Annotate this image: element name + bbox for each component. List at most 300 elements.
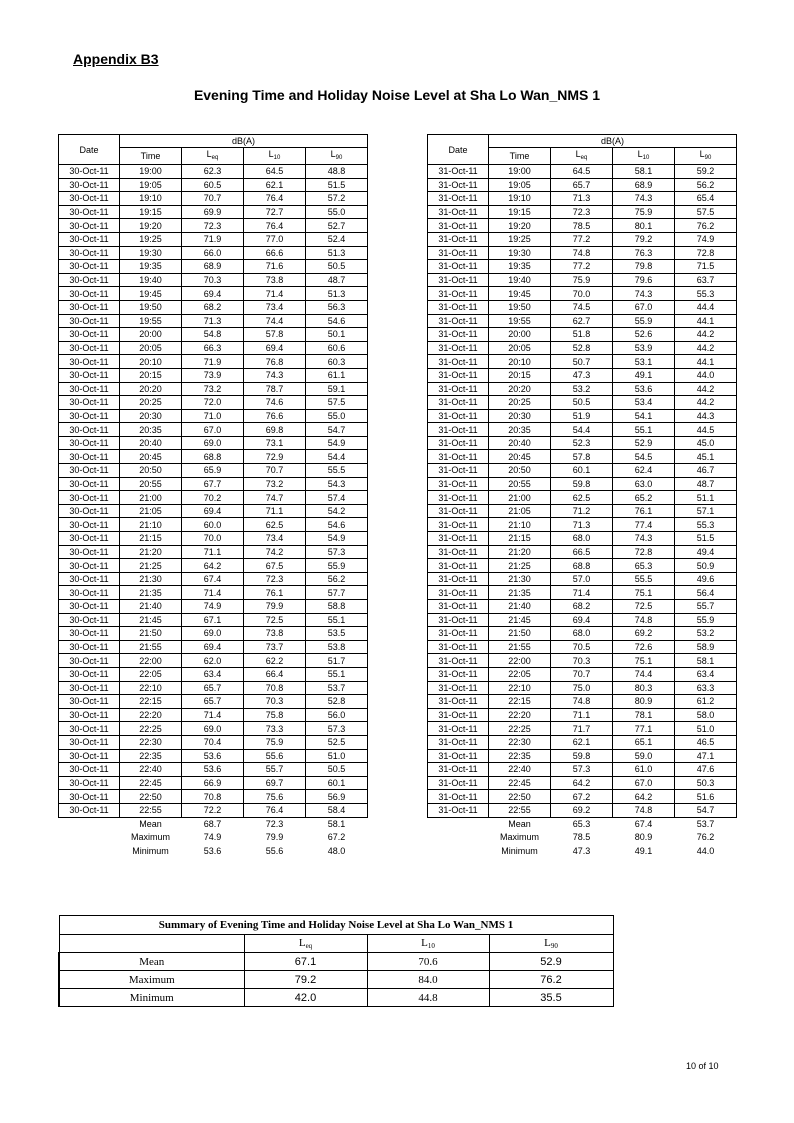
- table-row: [428, 586, 737, 600]
- l10-cell: 62.5: [244, 518, 306, 532]
- l10-cell: 65.2: [613, 491, 675, 505]
- date-cell: 30-Oct-11: [59, 341, 120, 355]
- stats-spacer: [428, 845, 489, 859]
- time-cell: 22:30: [489, 735, 551, 749]
- time-cell: 20:55: [489, 477, 551, 491]
- time-cell: 21:40: [120, 600, 182, 614]
- time-cell: 22:20: [120, 708, 182, 722]
- l10-cell: 72.9: [244, 450, 306, 464]
- leq-cell: 69.0: [182, 436, 244, 450]
- l10-cell: 79.6: [613, 273, 675, 287]
- leq-cell: 71.4: [182, 586, 244, 600]
- time-cell: 21:30: [489, 572, 551, 586]
- leq-cell: 57.3: [551, 763, 613, 777]
- l90-cell: 51.3: [306, 287, 368, 301]
- leq-cell: 69.2: [551, 803, 613, 817]
- l90-cell: 76.2: [675, 219, 737, 233]
- l90-cell: 44.1: [675, 314, 737, 328]
- stats-row: [428, 831, 737, 845]
- date-cell: 31-Oct-11: [428, 382, 489, 396]
- l10-cell: 67.0: [613, 776, 675, 790]
- l10-cell: 49.1: [613, 368, 675, 382]
- stat-label: Maximum: [130, 832, 170, 843]
- time-cell: 22:40: [120, 763, 182, 777]
- leq-cell: 71.4: [182, 708, 244, 722]
- l10-cell: 62.4: [613, 464, 675, 478]
- date-cell: 30-Oct-11: [59, 273, 120, 287]
- leq-cell: 50.7: [551, 355, 613, 369]
- table-row: [59, 246, 368, 260]
- leq-cell: 72.0: [182, 396, 244, 410]
- l10-header: $L_{10}$: [244, 148, 306, 165]
- table-row: [59, 205, 368, 219]
- stat-l90: 76.2: [696, 832, 715, 843]
- time-cell: 20:45: [489, 450, 551, 464]
- table-row: [59, 409, 368, 423]
- l90-cell: 44.5: [675, 423, 737, 437]
- l10-cell: 72.3: [244, 572, 306, 586]
- l10-cell: 70.7: [244, 464, 306, 478]
- date-header: Date: [59, 135, 120, 165]
- time-cell: 22:20: [489, 708, 551, 722]
- time-cell: 21:35: [120, 586, 182, 600]
- stat-label: Minimum: [132, 845, 169, 856]
- l90-cell: 57.4: [306, 491, 368, 505]
- time-cell: 19:10: [489, 192, 551, 206]
- l90-cell: 52.5: [306, 735, 368, 749]
- table-row: [59, 518, 368, 532]
- time-cell: 20:00: [489, 328, 551, 342]
- time-cell: 20:05: [489, 341, 551, 355]
- l10-cell: 54.5: [613, 450, 675, 464]
- l90-cell: 63.7: [675, 273, 737, 287]
- stat-label: Minimum: [501, 845, 538, 856]
- time-cell: 19:55: [120, 314, 182, 328]
- date-header: Date: [428, 135, 489, 165]
- l90-cell: 52.8: [306, 695, 368, 709]
- table-row: [428, 790, 737, 804]
- l10-cell: 74.4: [244, 314, 306, 328]
- date-cell: 30-Oct-11: [59, 532, 120, 546]
- l90-cell: 54.7: [675, 803, 737, 817]
- date-cell: 31-Oct-11: [428, 749, 489, 763]
- page-title: Evening Time and Holiday Noise Level at Sha Lo Wan_NMS 1: [193, 87, 601, 103]
- l10-cell: 72.6: [613, 640, 675, 654]
- l10-cell: 79.8: [613, 260, 675, 274]
- table-row: [428, 735, 737, 749]
- unit-header: dB(A): [120, 135, 368, 148]
- leq-cell: 51.8: [551, 328, 613, 342]
- date-cell: 30-Oct-11: [59, 722, 120, 736]
- date-cell: 30-Oct-11: [59, 314, 120, 328]
- l90-cell: 57.2: [306, 192, 368, 206]
- table-row: [428, 600, 737, 614]
- table-row: [428, 396, 737, 410]
- time-cell: 21:55: [489, 640, 551, 654]
- leq-cell: 65.9: [182, 464, 244, 478]
- date-cell: 30-Oct-11: [59, 165, 120, 179]
- time-cell: 19:15: [120, 205, 182, 219]
- date-cell: 30-Oct-11: [59, 749, 120, 763]
- leq-cell: 51.9: [551, 409, 613, 423]
- time-cell: 22:55: [489, 803, 551, 817]
- table-row: [59, 396, 368, 410]
- table-row: [59, 436, 368, 450]
- summary-l90-header: L90: [489, 935, 613, 953]
- date-cell: 30-Oct-11: [59, 382, 120, 396]
- l10-cell: 70.3: [244, 695, 306, 709]
- time-cell: 19:30: [489, 246, 551, 260]
- leq-cell: 65.7: [182, 695, 244, 709]
- l10-cell: 72.5: [244, 613, 306, 627]
- l90-cell: 54.6: [306, 518, 368, 532]
- date-cell: 30-Oct-11: [59, 776, 120, 790]
- l10-cell: 74.4: [613, 667, 675, 681]
- leq-cell: 71.1: [182, 545, 244, 559]
- time-cell: 21:55: [120, 640, 182, 654]
- leq-header: $L_{eq}$: [182, 148, 244, 165]
- leq-cell: 69.4: [182, 504, 244, 518]
- time-cell: 19:15: [489, 205, 551, 219]
- leq-cell: 70.7: [551, 667, 613, 681]
- summary-l90: 52.9: [489, 953, 613, 971]
- time-cell: 19:10: [120, 192, 182, 206]
- leq-cell: 69.4: [182, 640, 244, 654]
- l90-cell: 52.7: [306, 219, 368, 233]
- summary-l10: 84.0: [367, 971, 489, 989]
- leq-cell: 60.1: [551, 464, 613, 478]
- l10-cell: 74.7: [244, 491, 306, 505]
- leq-cell: 70.2: [182, 491, 244, 505]
- l10-cell: 70.8: [244, 681, 306, 695]
- leq-cell: 66.0: [182, 246, 244, 260]
- l10-cell: 63.0: [613, 477, 675, 491]
- l90-cell: 54.6: [306, 314, 368, 328]
- l90-cell: 51.5: [675, 532, 737, 546]
- stat-l10: 80.9: [634, 832, 653, 843]
- l10-cell: 68.9: [613, 178, 675, 192]
- table-row: [428, 464, 737, 478]
- table-row: [59, 477, 368, 491]
- summary-l10-header: L10: [367, 935, 489, 953]
- leq-cell: 69.0: [182, 722, 244, 736]
- stats-spacer: [59, 845, 120, 859]
- l90-cell: 71.5: [675, 260, 737, 274]
- l90-cell: 55.9: [675, 613, 737, 627]
- date-cell: 31-Oct-11: [428, 722, 489, 736]
- date-cell: 30-Oct-11: [59, 464, 120, 478]
- time-cell: 21:05: [489, 504, 551, 518]
- l90-cell: 51.6: [675, 790, 737, 804]
- time-cell: 22:05: [489, 667, 551, 681]
- l90-cell: 72.8: [675, 246, 737, 260]
- table-row: [59, 355, 368, 369]
- time-cell: 21:50: [120, 627, 182, 641]
- l10-cell: 69.7: [244, 776, 306, 790]
- date-cell: 30-Oct-11: [59, 545, 120, 559]
- leq-cell: 65.7: [182, 681, 244, 695]
- leq-cell: 60.5: [182, 178, 244, 192]
- l90-cell: 55.0: [306, 205, 368, 219]
- date-cell: 30-Oct-11: [59, 368, 120, 382]
- table-row: [59, 491, 368, 505]
- l90-cell: 55.5: [306, 464, 368, 478]
- leq-cell: 57.0: [551, 572, 613, 586]
- table-row: [428, 409, 737, 423]
- leq-cell: 68.2: [182, 300, 244, 314]
- l90-cell: 54.9: [306, 436, 368, 450]
- summary-row: [59, 989, 613, 1007]
- l10-cell: 69.4: [244, 341, 306, 355]
- leq-cell: 64.5: [551, 165, 613, 179]
- summary-title: Summary of Evening Time and Holiday Noise Level at Sha Lo Wan_NMS 1: [59, 916, 613, 935]
- table-row: [428, 681, 737, 695]
- l10-cell: 75.6: [244, 790, 306, 804]
- l10-cell: 66.6: [244, 246, 306, 260]
- l90-cell: 55.7: [675, 600, 737, 614]
- l10-cell: 77.0: [244, 232, 306, 246]
- table-row: [59, 260, 368, 274]
- table-row: [428, 382, 737, 396]
- date-cell: 31-Oct-11: [428, 246, 489, 260]
- l10-cell: 77.4: [613, 518, 675, 532]
- stat-l10: 49.1: [634, 845, 653, 856]
- l10-cell: 53.9: [613, 341, 675, 355]
- time-cell: 20:20: [120, 382, 182, 396]
- leq-cell: 73.9: [182, 368, 244, 382]
- l90-header: $L_{90}$: [306, 148, 368, 165]
- leq-cell: 64.2: [182, 559, 244, 573]
- time-cell: 20:05: [120, 341, 182, 355]
- leq-cell: 69.4: [182, 287, 244, 301]
- stat-leq: 68.7: [203, 818, 222, 829]
- stats-row: [428, 817, 737, 831]
- date-cell: 31-Oct-11: [428, 776, 489, 790]
- leq-cell: 52.3: [551, 436, 613, 450]
- l90-cell: 57.7: [306, 586, 368, 600]
- date-cell: 31-Oct-11: [428, 192, 489, 206]
- stat-l10: 67.4: [634, 818, 653, 829]
- leq-cell: 54.4: [551, 423, 613, 437]
- l90-cell: 55.9: [306, 559, 368, 573]
- leq-cell: 69.4: [551, 613, 613, 627]
- leq-cell: 67.1: [182, 613, 244, 627]
- l10-cell: 78.7: [244, 382, 306, 396]
- table-row: [428, 355, 737, 369]
- leq-cell: 68.0: [551, 532, 613, 546]
- l90-cell: 56.9: [306, 790, 368, 804]
- date-cell: 30-Oct-11: [59, 260, 120, 274]
- date-cell: 31-Oct-11: [428, 273, 489, 287]
- time-cell: 22:10: [489, 681, 551, 695]
- table-row: [428, 328, 737, 342]
- date-cell: 31-Oct-11: [428, 219, 489, 233]
- date-cell: 30-Oct-11: [59, 409, 120, 423]
- table-row: [428, 640, 737, 654]
- date-cell: 30-Oct-11: [59, 300, 120, 314]
- stat-leq: 53.6: [203, 845, 222, 856]
- table-row: [428, 613, 737, 627]
- stat-label: Mean: [508, 818, 531, 829]
- l10-cell: 73.4: [244, 300, 306, 314]
- table-row: [428, 518, 737, 532]
- date-cell: 31-Oct-11: [428, 178, 489, 192]
- table-row: [428, 273, 737, 287]
- table-row: [428, 341, 737, 355]
- l10-cell: 73.8: [244, 627, 306, 641]
- date-cell: 31-Oct-11: [428, 368, 489, 382]
- date-cell: 30-Oct-11: [59, 640, 120, 654]
- l90-cell: 58.9: [675, 640, 737, 654]
- l90-cell: 63.3: [675, 681, 737, 695]
- l90-cell: 56.0: [306, 708, 368, 722]
- l90-cell: 60.1: [306, 776, 368, 790]
- date-cell: 30-Oct-11: [59, 654, 120, 668]
- l90-cell: 46.5: [675, 735, 737, 749]
- l90-cell: 56.2: [306, 572, 368, 586]
- leq-cell: 62.5: [551, 491, 613, 505]
- table-row: [59, 328, 368, 342]
- stat-l90: 48.0: [327, 845, 346, 856]
- date-cell: 30-Oct-11: [59, 600, 120, 614]
- date-cell: 31-Oct-11: [428, 477, 489, 491]
- l10-cell: 76.4: [244, 803, 306, 817]
- table-row: [428, 532, 737, 546]
- leq-cell: 54.8: [182, 328, 244, 342]
- time-cell: 20:30: [489, 409, 551, 423]
- l90-cell: 58.8: [306, 600, 368, 614]
- date-cell: 30-Oct-11: [59, 695, 120, 709]
- l90-cell: 50.9: [675, 559, 737, 573]
- time-cell: 19:00: [489, 165, 551, 179]
- summary-row: [59, 953, 613, 971]
- leq-cell: 74.8: [551, 695, 613, 709]
- time-header: Time: [120, 148, 182, 165]
- leq-cell: 68.8: [551, 559, 613, 573]
- table-row: [428, 314, 737, 328]
- l90-cell: 44.2: [675, 396, 737, 410]
- table-row: [59, 382, 368, 396]
- leq-cell: 53.6: [182, 763, 244, 777]
- leq-cell: 77.2: [551, 260, 613, 274]
- l10-cell: 76.3: [613, 246, 675, 260]
- l90-cell: 53.2: [675, 627, 737, 641]
- leq-cell: 66.5: [551, 545, 613, 559]
- date-cell: 31-Oct-11: [428, 532, 489, 546]
- l10-cell: 71.1: [244, 504, 306, 518]
- date-cell: 31-Oct-11: [428, 300, 489, 314]
- leq-cell: 70.7: [182, 192, 244, 206]
- leq-cell: 67.2: [551, 790, 613, 804]
- l10-cell: 52.6: [613, 328, 675, 342]
- leq-cell: 74.9: [182, 600, 244, 614]
- time-cell: 21:10: [489, 518, 551, 532]
- time-cell: 19:45: [489, 287, 551, 301]
- l90-cell: 56.3: [306, 300, 368, 314]
- leq-cell: 65.7: [551, 178, 613, 192]
- table-row: [59, 273, 368, 287]
- leq-cell: 68.0: [551, 627, 613, 641]
- date-cell: 31-Oct-11: [428, 423, 489, 437]
- date-cell: 31-Oct-11: [428, 708, 489, 722]
- stat-l90: 67.2: [327, 832, 346, 843]
- time-cell: 21:15: [489, 532, 551, 546]
- l10-cell: 71.4: [244, 287, 306, 301]
- l90-cell: 59.1: [306, 382, 368, 396]
- date-cell: 30-Oct-11: [59, 708, 120, 722]
- summary-table: [58, 915, 614, 1007]
- l10-cell: 79.9: [244, 600, 306, 614]
- l10-cell: 76.8: [244, 355, 306, 369]
- leq-cell: 47.3: [551, 368, 613, 382]
- leq-cell: 70.0: [182, 532, 244, 546]
- l90-cell: 51.5: [306, 178, 368, 192]
- leq-header: $L_{eq}$: [551, 148, 613, 165]
- stats-spacer: [59, 831, 120, 845]
- appendix-heading: Appendix B3: [73, 51, 159, 67]
- date-cell: 30-Oct-11: [59, 681, 120, 695]
- time-cell: 21:20: [120, 545, 182, 559]
- time-cell: 20:25: [489, 396, 551, 410]
- time-cell: 20:20: [489, 382, 551, 396]
- summary-label: Maximum: [59, 971, 244, 989]
- table-row: [428, 436, 737, 450]
- l90-cell: 50.5: [306, 763, 368, 777]
- table-row: [59, 368, 368, 382]
- l10-cell: 77.1: [613, 722, 675, 736]
- time-cell: 20:15: [120, 368, 182, 382]
- table-row: [428, 504, 737, 518]
- l10-cell: 71.6: [244, 260, 306, 274]
- date-cell: 31-Oct-11: [428, 518, 489, 532]
- date-cell: 31-Oct-11: [428, 627, 489, 641]
- date-cell: 31-Oct-11: [428, 654, 489, 668]
- stat-leq: 74.9: [203, 832, 222, 843]
- table-row: [59, 803, 368, 817]
- time-cell: 20:10: [120, 355, 182, 369]
- table-row: [59, 341, 368, 355]
- summary-l10: 44.8: [367, 989, 489, 1007]
- table-row: [59, 654, 368, 668]
- table-row: [59, 314, 368, 328]
- l90-cell: 58.0: [675, 708, 737, 722]
- l10-cell: 75.9: [613, 205, 675, 219]
- date-cell: 30-Oct-11: [59, 328, 120, 342]
- leq-cell: 53.2: [551, 382, 613, 396]
- date-cell: 30-Oct-11: [59, 477, 120, 491]
- time-cell: 20:35: [489, 423, 551, 437]
- date-cell: 31-Oct-11: [428, 695, 489, 709]
- table-row: [428, 219, 737, 233]
- time-cell: 22:15: [120, 695, 182, 709]
- stats-spacer: [428, 817, 489, 831]
- l10-cell: 54.1: [613, 409, 675, 423]
- l10-cell: 69.2: [613, 627, 675, 641]
- l10-cell: 73.1: [244, 436, 306, 450]
- l90-cell: 54.7: [306, 423, 368, 437]
- l90-cell: 56.2: [675, 178, 737, 192]
- leq-cell: 70.3: [551, 654, 613, 668]
- time-cell: 22:00: [120, 654, 182, 668]
- stat-l90: 53.7: [696, 818, 715, 829]
- leq-cell: 71.9: [182, 355, 244, 369]
- time-cell: 21:20: [489, 545, 551, 559]
- table-row: [59, 178, 368, 192]
- stat-l90: 44.0: [696, 845, 715, 856]
- l90-cell: 44.2: [675, 341, 737, 355]
- time-cell: 21:10: [120, 518, 182, 532]
- l10-cell: 78.1: [613, 708, 675, 722]
